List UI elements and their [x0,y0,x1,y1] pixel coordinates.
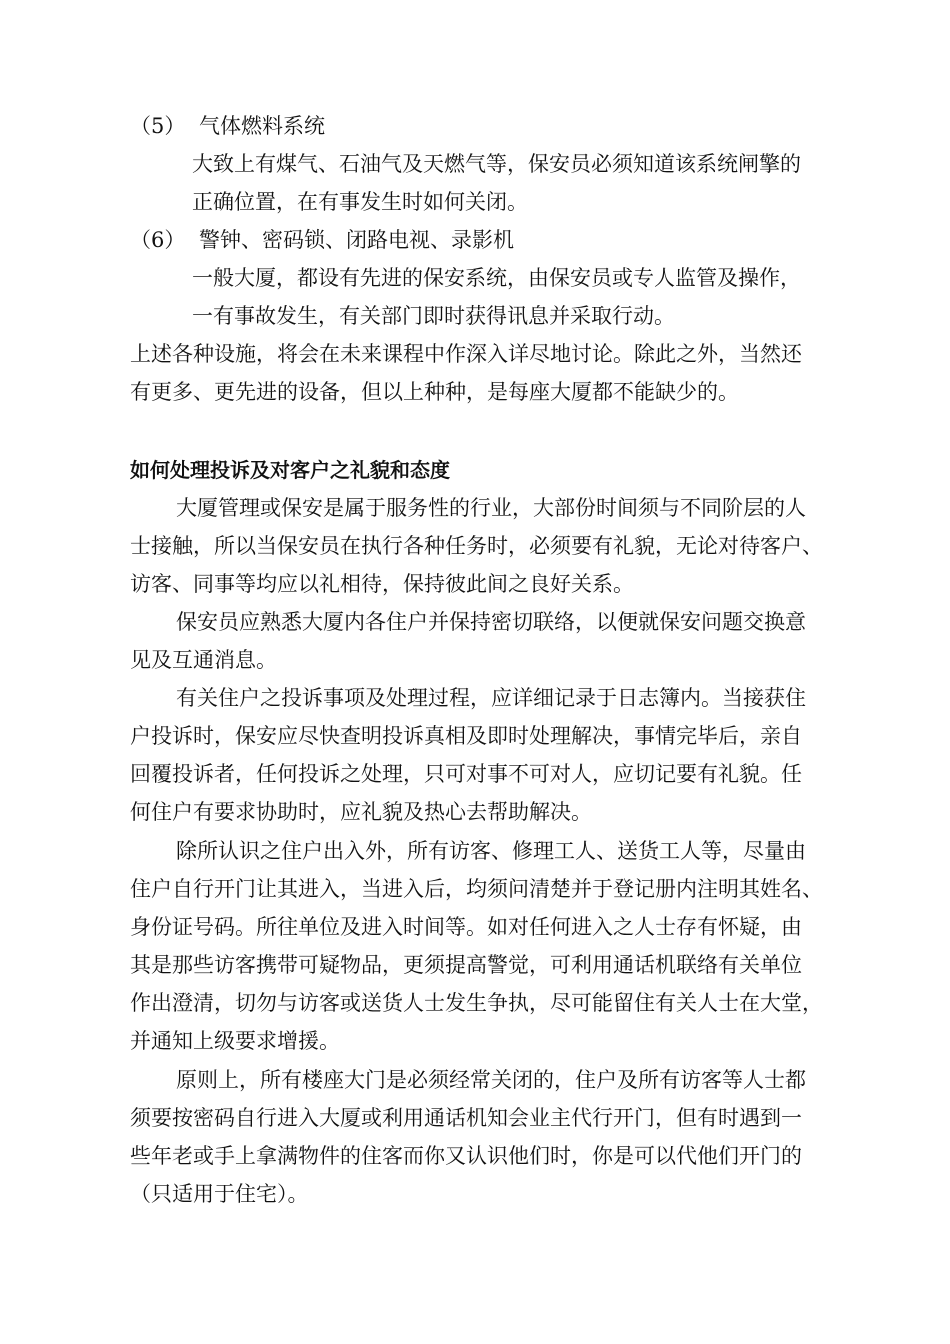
item-6-number: （6） [130,228,186,252]
section-heading: 如何处理投诉及对客户之礼貌和态度 [130,458,450,482]
item-6-text-line: 一般大厦，都设有先进的保安系统，由保安员或专人监管及操作， [192,266,801,290]
summary-line: 有更多、更先进的设备，但以上种种，是每座大厦都不能缺少的。 [130,380,739,404]
paragraph-line: 其是那些访客携带可疑物品，更须提高警觉，可利用通话机联络有关单位 [130,953,802,977]
paragraph-line: 并通知上级要求增援。 [130,1029,340,1053]
paragraph-line: 作出澄清，切勿与访客或送货人士发生争执，尽可能留住有关人士在大堂， [130,991,823,1015]
item-5-number: （5） [130,114,186,138]
paragraph-line: 住户自行开门让其进入，当进入后，均须问清楚并于登记册内注明其姓名、 [130,877,823,901]
item-5-text-line: 正确位置，在有事发生时如何关闭。 [192,190,528,214]
summary-line: 上述各种设施，将会在未来课程中作深入详尽地讨论。除此之外，当然还 [130,342,802,366]
paragraph-line: （只适用于住宅）。 [130,1182,309,1206]
paragraph-line: 何住户有要求协助时，应礼貌及热心去帮助解决。 [130,800,592,824]
paragraph-line: 原则上，所有楼座大门是必须经常关闭的，住户及所有访客等人士都 [176,1068,806,1092]
paragraph-line: 须要按密码自行进入大厦或利用通话机知会业主代行开门，但有时遇到一 [130,1106,802,1130]
item-5-title: 气体燃料系统 [199,114,325,138]
paragraph-line: 除所认识之住户出入外，所有访客、修理工人、送货工人等，尽量由 [176,839,806,863]
paragraph-line: 士接触，所以当保安员在执行各种任务时，必须要有礼貌，无论对待客户、 [130,534,823,558]
paragraph-line: 身份证号码。所往单位及进入时间等。如对任何进入之人士存有怀疑，由 [130,915,802,939]
paragraph-line: 大厦管理或保安是属于服务性的行业，大部份时间须与不同阶层的人 [176,496,806,520]
paragraph-line: 有关住户之投诉事项及处理过程，应详细记录于日志簿内。当接获住 [176,686,806,710]
paragraph-line: 访客、同事等均应以礼相待，保持彼此间之良好关系。 [130,572,634,596]
paragraph-line: 些年老或手上拿满物件的住客而你又认识他们时，你是可以代他们开门的 [130,1144,802,1168]
item-5-text-line: 大致上有煤气、石油气及天燃气等，保安员必须知道该系统闸擎的 [192,152,801,176]
paragraph-line: 回覆投诉者，任何投诉之处理，只可对事不可对人，应切记要有礼貌。任 [130,762,802,786]
paragraph-line: 保安员应熟悉大厦内各住户并保持密切联络，以便就保安问题交换意 [176,610,806,634]
paragraph-line: 户投诉时，保安应尽快查明投诉真相及即时处理解决，事情完毕后，亲自 [130,724,802,748]
item-6-title: 警钟、密码锁、闭路电视、录影机 [199,228,514,252]
item-6-text-line: 一有事故发生，有关部门即时获得讯息并采取行动。 [192,304,675,328]
paragraph-line: 见及互通消息。 [130,648,277,672]
